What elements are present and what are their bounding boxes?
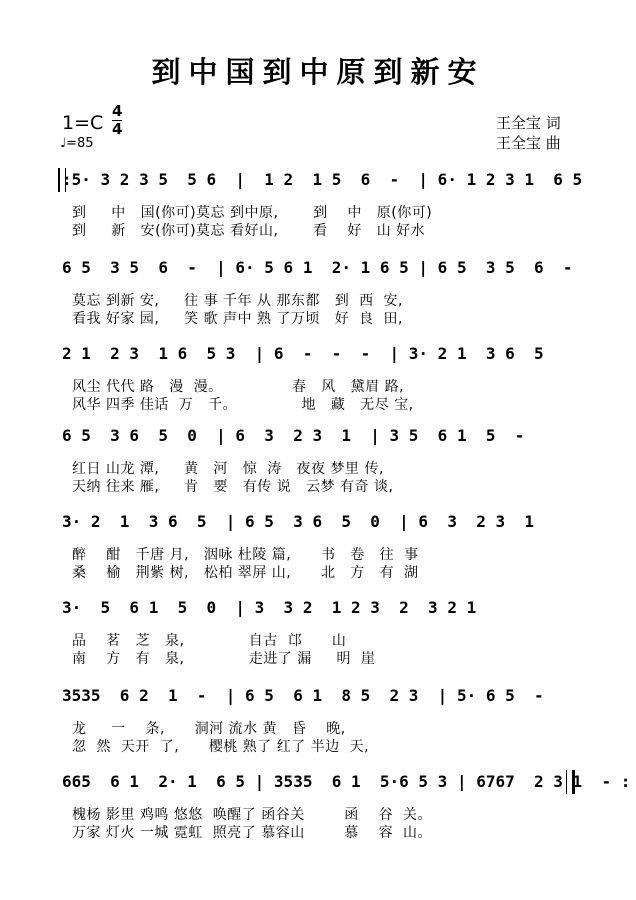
end-repeat-barline (566, 770, 575, 794)
lyric-verse-2: 天纳 往来 雁, 肯 要 有传 说 云梦 有奇 谈, (72, 479, 394, 495)
notation-line: 6 5 3 5 6 - | 6· 5 6 1 2· 1 6 5 | 6 5 3 5 6 - (62, 258, 573, 277)
lyric-verse-1: 品 茗 芝 泉, 自古 邙 山 (72, 633, 347, 649)
lyric-verse-1: 到 中 国(你可)莫忘 到中原, 到 中 原(你可) (72, 205, 433, 221)
lyric-verse-2: 万家 灯火 一城 霓虹 照亮了 慕容山 慕 容 山。 (72, 825, 433, 841)
key-signature: 1=C (62, 112, 104, 134)
notation-line: :5· 3 2 3 5 5 6 | 1 2 1 5 6 - | 6· 1 2 3 1 6 5 (62, 170, 583, 189)
notation-line: 3· 2 1 3 6 5 | 6 5 3 6 5 0 | 6 3 2 3 1 (62, 512, 535, 531)
lyric-verse-2: 桑 榆 荆紫 树, 松柏 翠屏 山, 北 方 有 湖 (72, 565, 419, 581)
lyric-verse-2: 风华 四季 佳话 万 千。 地 藏 无尽 宝, (72, 397, 414, 413)
notation-line: 665 6 1 2· 1 6 5 | 3535 6 1 5·6 5 3 | 6767 2 3 1 - : (62, 772, 631, 791)
notation-line: 3· 5 6 1 5 0 | 3 3 2 1 2 3 2 3 2 1 (62, 598, 477, 617)
lyric-verse-2: 到 新 安(你可)莫忘 看好山, 看 好 山 好水 (72, 223, 426, 239)
lyric-verse-2: 看我 好家 园, 笑 歌 声中 熟 了万顷 好 良 田, (72, 311, 404, 327)
lyric-verse-1: 风尘 代代 路 漫 漫。 春 风 黛眉 路, (72, 379, 405, 395)
tempo-marking: ♩=85 (60, 136, 94, 151)
credits (496, 113, 561, 153)
time-signature-bottom: 4 (112, 120, 123, 138)
lyric-verse-2: 忽 然 天开 了, 樱桃 熟了 红了 半边 天, (72, 739, 370, 755)
time-signature (112, 104, 122, 137)
notation-line: 3535 6 2 1 - | 6 5 6 1 8 5 2 3 | 5· 6 5 - (62, 686, 544, 705)
notation-line: 2 1 2 3 1 6 5 3 | 6 - - - | 3· 2 1 3 6 5 (62, 344, 544, 363)
page-title: 到中国到中原到新安 (151, 55, 485, 89)
lyric-verse-2: 南 方 有 泉, 走进了 漏 明 崖 (72, 651, 376, 667)
lyric-verse-1: 龙 一 条, 洞河 流水 黄 昏 晚, (72, 721, 346, 737)
lyricist-credit: 王全宝 词 (496, 114, 561, 132)
lyric-verse-1: 红日 山龙 潭, 黄 河 惊 涛 夜夜 梦里 传, (72, 461, 384, 477)
composer-credit: 王全宝 曲 (496, 134, 561, 152)
lyric-verse-1: 莫忘 到新 安, 往 事 千年 从 那东都 到 西 安, (72, 293, 404, 309)
notation-line: 6 5 3 6 5 0 | 6 3 2 3 1 | 3 5 6 1 5 - (62, 426, 525, 445)
lyric-verse-1: 醉 酣 千唐 月, 洇咏 杜陵 篇, 书 卷 往 事 (72, 547, 419, 563)
time-signature-top: 4 (112, 102, 123, 120)
lyric-verse-1: 槐杨 影里 鸡鸣 悠悠 唤醒了 函谷关 函 谷 关。 (72, 807, 433, 823)
